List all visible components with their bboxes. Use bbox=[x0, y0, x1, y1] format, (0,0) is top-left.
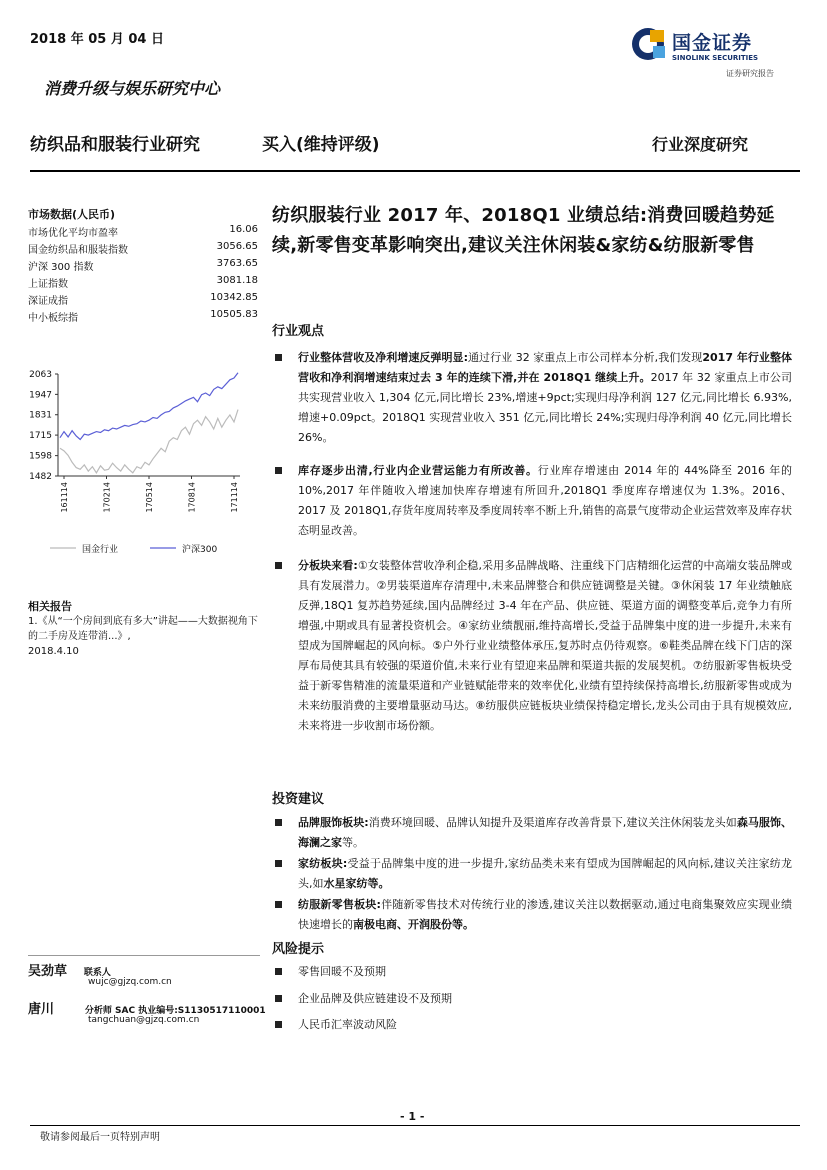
company-logo bbox=[630, 24, 800, 84]
bullet-paragraph: 家纺板块:受益于品牌集中度的进一步提升,家纺品类未来有望成为国牌崛起的风向标,建议关注家纺龙头,如水星家纺等。 bbox=[272, 854, 792, 894]
legend-label: 沪深300 bbox=[182, 545, 218, 555]
legend-label: 国金行业 bbox=[82, 545, 119, 555]
y-tick-label: 1482 bbox=[29, 472, 52, 482]
x-tick-label: 171114 bbox=[230, 482, 239, 513]
market-row: 中小板综指 10505.83 bbox=[28, 309, 258, 324]
risk-item: 企业品牌及供应链建设不及预期 bbox=[272, 989, 792, 1009]
series-line-沪深300 bbox=[60, 373, 238, 440]
related-report-date: 2018.4.10 bbox=[28, 646, 79, 657]
section-heading: 投资建议 bbox=[272, 792, 325, 807]
y-tick-label: 2063 bbox=[29, 370, 52, 380]
sinolink-logo-icon bbox=[630, 26, 666, 62]
index-line-chart bbox=[24, 364, 260, 564]
x-tick-label: 170214 bbox=[102, 482, 112, 513]
industry-label: 纺织品和服装行业研究 bbox=[30, 135, 200, 155]
research-center: 消费升级与娱乐研究中心 bbox=[44, 79, 221, 98]
bullet-paragraph: 纺服新零售板块:伴随新零售技术对传统行业的渗透,建议关注以数据驱动,通过电商集聚效应实现业绩快速增长的南极电商、开润股份等。 bbox=[272, 895, 792, 935]
y-tick-label: 1715 bbox=[29, 431, 52, 442]
analyst-name: 唐川 bbox=[28, 1002, 55, 1017]
x-tick-label: 170514 bbox=[145, 482, 154, 513]
market-row: 市场优化平均市盈率 16.06 bbox=[28, 224, 258, 239]
market-row: 沪深 300 指数 3763.65 bbox=[28, 258, 258, 273]
bullet-paragraph: 分板块来看:①女装整体营收净利企稳,采用多品牌战略、注重线下门店精细化运营的中高端女装品牌或具有发展潜力。②男装渠道库存清理中,未来品牌整合和供应链调整是关键。③休闲装 17 年业绩触底反弹,18Q1 复苏趋势延续,国内品牌经过 3-4 年在产品、供应链、渠道方面的调整变革后,竞争力有所增强,中期或具有显著投资机会。④家纺业绩靓丽,维持高增长,受益于品牌集中度的进一步提升,未来有望成为国牌崛起的风向标。⑤户外行业业绩整体承压,复苏时点仍待观察。⑥鞋类品牌在线下门店的深厚布局使其具有较强的渠道价值,未来行业有望迎来品牌和渠道共振的发展契机。⑦纺服新零售板块受益于新零售精准的流量渠道和产业链赋能带来的效率优化,业绩有望持续保持高增长,纺服新零售或成为未来纺服消费的主要增量驱动马达。⑧纺服供应链板块业绩保持稳定增长,龙头公司由于具有规模效应,未来将进一步收割市场份额。 bbox=[272, 556, 792, 736]
logo-subtitle: 证券研究报告 bbox=[726, 69, 774, 78]
analyst-divider bbox=[28, 955, 260, 956]
x-tick-label: 170814 bbox=[187, 482, 197, 513]
market-data-title: 市场数据(人民币) bbox=[28, 208, 116, 221]
analyst-name: 吴劲草 bbox=[28, 964, 68, 979]
footer-divider bbox=[30, 1125, 800, 1126]
related-report-item[interactable] bbox=[28, 614, 260, 659]
related-reports-title: 相关报告 bbox=[28, 600, 72, 613]
page-number: - 1 - bbox=[400, 1110, 425, 1123]
analyst-email[interactable]: wujc@gjzq.com.cn bbox=[88, 977, 172, 987]
bullet-paragraph: 行业整体营收及净利增速反弹明显:通过行业 32 家重点上市公司样本分析,我们发现2017 年行业整体营收和净利润增速结束过去 3 年的连续下滑,并在 2018Q1 继续上升。2017 年 32 家重点上市公司共实现营业收入 1,304 亿元,同比增长 23%,增速+9pct;实现归母净利润 127 亿元,同比增长 6.93%,增速+0.09pct。2018Q1 实现营业收入 351 亿元,同比增长 24%;实现归母净利润 40 亿元,同比增长 26%。 bbox=[272, 348, 792, 448]
analyst-email[interactable]: tangchuan@gjzq.com.cn bbox=[88, 1015, 200, 1025]
report-date: 2018 年 05 月 04 日 bbox=[30, 32, 164, 47]
bullet-paragraph: 品牌服饰板块:消费环境回暖、品牌认知提升及渠道库存改善背景下,建议关注休闲装龙头如森马服饰、海澜之家等。 bbox=[272, 813, 792, 853]
section-heading: 风险提示 bbox=[272, 942, 325, 957]
risk-item: 零售回暖不及预期 bbox=[272, 962, 792, 982]
market-row: 深证成指 10342.85 bbox=[28, 292, 258, 307]
footer-note: 敬请参阅最后一页特别声明 bbox=[40, 1132, 160, 1143]
report-title: 纺织服装行业 2017 年、2018Q1 业绩总结:消费回暖趋势延续,新零售变革影响突出,建议关注休闲装&家纺&纺服新零售 bbox=[272, 205, 775, 256]
market-row: 国金纺织品和服装指数 3056.65 bbox=[28, 241, 258, 256]
logo-text-en: SINOLINK SECURITIES bbox=[672, 54, 759, 62]
risk-item: 人民币汇率波动风险 bbox=[272, 1015, 792, 1035]
header-divider bbox=[30, 170, 800, 172]
y-tick-label: 1598 bbox=[29, 451, 52, 462]
related-report-text: 1.《从“一个房间到底有多大”讲起——大数据视角下的二手房及连带消...》, bbox=[28, 616, 258, 642]
bullet-paragraph: 库存逐步出清,行业内企业营运能力有所改善。行业库存增速由 2014 年的 44%降至 2016 年的 10%,2017 年伴随收入增速加快库存增速有所回升,2018Q1 季度库存增速仅为 1.3%。2016、2017 及 2018Q1,存货年度周转率及季度周转率不断上升,销售的高景气度带动企业运营效率及库存状态明显改善。 bbox=[272, 461, 792, 541]
x-tick-label: 161114 bbox=[60, 482, 69, 513]
analyst-role: 分析师 SAC 执业编号:S1130517110001 bbox=[84, 1006, 266, 1016]
y-tick-label: 1947 bbox=[29, 390, 52, 401]
report-type: 行业深度研究 bbox=[652, 135, 749, 154]
section-heading: 行业观点 bbox=[272, 324, 325, 339]
analyst-role: 联系人 bbox=[83, 968, 111, 978]
series-line-国金行业 bbox=[60, 410, 238, 473]
y-tick-label: 1831 bbox=[29, 410, 52, 421]
logo-text-cn: 国金证券 bbox=[672, 32, 753, 54]
market-row: 上证指数 3081.18 bbox=[28, 275, 258, 290]
rating-label: 买入(维持评级) bbox=[262, 135, 380, 155]
